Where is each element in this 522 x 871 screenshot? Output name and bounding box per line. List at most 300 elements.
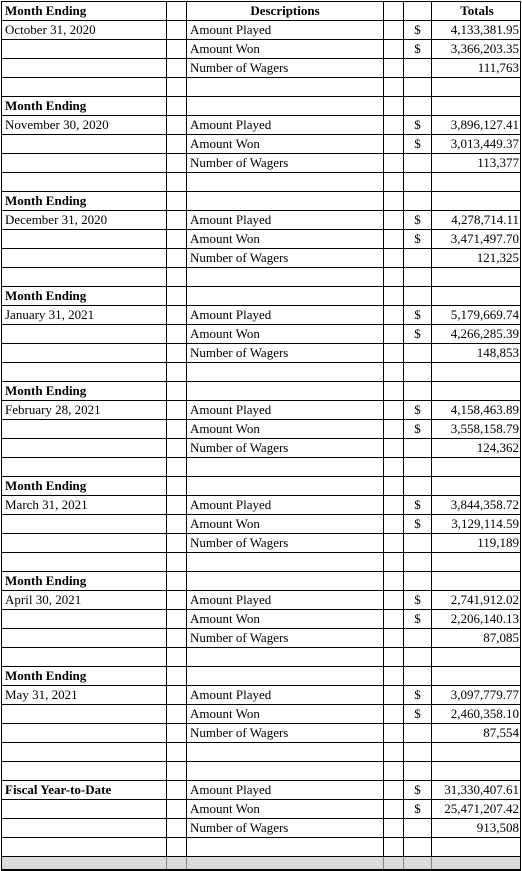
number-of-wagers-label: Number of Wagers bbox=[187, 59, 384, 77]
amount-won-value: 3,129,114.59 bbox=[451, 516, 519, 531]
number-of-wagers-label: Number of Wagers bbox=[187, 249, 384, 267]
spacer-cell bbox=[167, 496, 187, 514]
amount-played-value: 2,741,912.02 bbox=[450, 592, 519, 607]
empty-cell bbox=[384, 553, 404, 571]
table-row bbox=[2, 591, 520, 610]
month-date: May 31, 2021 bbox=[2, 686, 167, 704]
empty-cell bbox=[187, 762, 384, 780]
amount-played-value: 3,844,358.72 bbox=[450, 497, 519, 512]
spacer-cell bbox=[167, 249, 187, 267]
empty-cell bbox=[187, 743, 384, 761]
spacer-cell bbox=[167, 515, 187, 533]
empty-cell bbox=[384, 648, 404, 666]
spacer-cell bbox=[167, 154, 187, 172]
spacer-cell bbox=[167, 97, 187, 115]
empty-cell bbox=[2, 363, 167, 381]
amount-won-value: 2,206,140.13 bbox=[450, 611, 519, 626]
empty-cell bbox=[404, 743, 432, 761]
spacer-cell bbox=[384, 610, 404, 628]
spacer-cell bbox=[167, 192, 187, 210]
spacer-cell bbox=[384, 686, 404, 704]
spacer-cell bbox=[384, 116, 404, 134]
blank-row bbox=[2, 268, 520, 287]
month-column-header: Month Ending bbox=[2, 2, 167, 20]
spacer-cell bbox=[167, 819, 187, 837]
fiscal-ytd-label: Fiscal Year-to-Date bbox=[2, 781, 167, 799]
table-row bbox=[2, 705, 520, 724]
currency-cell bbox=[404, 572, 432, 590]
currency-cell: $ bbox=[404, 135, 432, 153]
amount-won-value: 4,266,285.39 bbox=[450, 326, 519, 341]
spacer-cell bbox=[167, 667, 187, 685]
currency-cell: $ bbox=[404, 420, 432, 438]
number-of-wagers-value: 111,763 bbox=[477, 60, 519, 75]
currency-cell bbox=[404, 382, 432, 400]
spacer-cell bbox=[384, 40, 404, 58]
currency-cell bbox=[404, 192, 432, 210]
currency-cell: $ bbox=[404, 40, 432, 58]
spacer-cell bbox=[384, 724, 404, 742]
number-of-wagers-label: Number of Wagers bbox=[187, 629, 384, 647]
empty-cell bbox=[187, 458, 384, 476]
spacer-cell bbox=[384, 325, 404, 343]
month-date: April 30, 2021 bbox=[2, 591, 167, 609]
month-ending-heading: Month Ending bbox=[2, 97, 167, 115]
amount-played-value: 3,097,779.77 bbox=[450, 687, 519, 702]
amount-won-label: Amount Won bbox=[187, 135, 384, 153]
table-row bbox=[2, 477, 520, 496]
spacer-cell bbox=[167, 287, 187, 305]
currency-cell bbox=[404, 439, 432, 457]
spacer-cell bbox=[384, 496, 404, 514]
empty-cell bbox=[2, 743, 167, 761]
blank-row bbox=[2, 838, 520, 857]
spacer-cell bbox=[167, 135, 187, 153]
spacer-cell bbox=[167, 610, 187, 628]
empty-cell bbox=[187, 192, 384, 210]
empty-cell bbox=[404, 553, 432, 571]
currency-cell: $ bbox=[404, 230, 432, 248]
amount-won-label: Amount Won bbox=[187, 420, 384, 438]
blank-row bbox=[2, 173, 520, 192]
empty-cell bbox=[432, 268, 522, 286]
month-date: December 31, 2020 bbox=[2, 211, 167, 229]
amount-won-label: Amount Won bbox=[187, 515, 384, 533]
table-row bbox=[2, 135, 520, 154]
empty-cell bbox=[2, 268, 167, 286]
table-row bbox=[2, 781, 520, 800]
spacer-cell bbox=[384, 21, 404, 39]
spacer-cell bbox=[167, 800, 187, 818]
currency-cell: $ bbox=[404, 781, 432, 799]
blank-row bbox=[2, 762, 520, 781]
currency-cell: $ bbox=[404, 686, 432, 704]
currency-cell: $ bbox=[404, 515, 432, 533]
empty-cell bbox=[167, 458, 187, 476]
amount-played-value: 4,158,463.89 bbox=[450, 402, 519, 417]
month-ending-heading: Month Ending bbox=[2, 287, 167, 305]
empty-cell bbox=[432, 572, 522, 590]
blank-row bbox=[2, 648, 520, 667]
empty-cell bbox=[187, 667, 384, 685]
number-of-wagers-label: Number of Wagers bbox=[187, 724, 384, 742]
spacer-cell bbox=[384, 572, 404, 590]
empty-cell bbox=[167, 173, 187, 191]
empty-cell bbox=[432, 648, 522, 666]
spacer-cell bbox=[167, 705, 187, 723]
empty-cell bbox=[432, 762, 522, 780]
currency-cell bbox=[404, 154, 432, 172]
table-header-row bbox=[2, 2, 520, 21]
empty-cell bbox=[187, 363, 384, 381]
month-date: January 31, 2021 bbox=[2, 306, 167, 324]
table-row bbox=[2, 496, 520, 515]
spacer-cell bbox=[167, 534, 187, 552]
empty-cell bbox=[384, 268, 404, 286]
empty-cell bbox=[187, 173, 384, 191]
amount-won-value: 3,471,497.70 bbox=[450, 231, 519, 246]
table-row bbox=[2, 325, 520, 344]
table-row bbox=[2, 401, 520, 420]
currency-cell: $ bbox=[404, 211, 432, 229]
amount-won-label: Amount Won bbox=[187, 610, 384, 628]
amount-played-label: Amount Played bbox=[187, 211, 384, 229]
empty-cell bbox=[2, 705, 167, 723]
spacer-cell bbox=[384, 667, 404, 685]
number-of-wagers-label: Number of Wagers bbox=[187, 819, 384, 837]
table-row bbox=[2, 211, 520, 230]
currency-cell: $ bbox=[404, 496, 432, 514]
table-row bbox=[2, 515, 520, 534]
empty-cell bbox=[187, 553, 384, 571]
empty-cell bbox=[2, 135, 167, 153]
empty-cell bbox=[432, 553, 522, 571]
month-date: February 28, 2021 bbox=[2, 401, 167, 419]
spacer-cell bbox=[384, 382, 404, 400]
currency-cell bbox=[404, 287, 432, 305]
currency-cell bbox=[404, 629, 432, 647]
currency-cell: $ bbox=[404, 325, 432, 343]
amount-played-label: Amount Played bbox=[187, 591, 384, 609]
empty-cell bbox=[2, 40, 167, 58]
month-date: October 31, 2020 bbox=[2, 21, 167, 39]
table-row bbox=[2, 230, 520, 249]
number-of-wagers-label: Number of Wagers bbox=[187, 439, 384, 457]
currency-cell bbox=[404, 249, 432, 267]
number-of-wagers-label: Number of Wagers bbox=[187, 154, 384, 172]
empty-cell bbox=[187, 97, 384, 115]
empty-cell bbox=[187, 382, 384, 400]
table-row bbox=[2, 610, 520, 629]
table-row bbox=[2, 667, 520, 686]
empty-cell bbox=[2, 154, 167, 172]
empty-cell bbox=[187, 287, 384, 305]
empty-cell bbox=[167, 648, 187, 666]
empty-cell bbox=[167, 762, 187, 780]
spacer-cell bbox=[167, 420, 187, 438]
empty-cell bbox=[384, 743, 404, 761]
currency-cell bbox=[404, 97, 432, 115]
spacer-cell bbox=[384, 230, 404, 248]
spacer-cell bbox=[384, 629, 404, 647]
empty-cell bbox=[432, 97, 522, 115]
month-ending-heading: Month Ending bbox=[2, 477, 167, 495]
empty-cell bbox=[2, 458, 167, 476]
empty-cell bbox=[432, 477, 522, 495]
amount-played-label: Amount Played bbox=[187, 686, 384, 704]
currency-cell: $ bbox=[404, 800, 432, 818]
spacer-cell bbox=[384, 515, 404, 533]
spacer-cell bbox=[167, 401, 187, 419]
empty-cell bbox=[167, 743, 187, 761]
empty-cell bbox=[187, 268, 384, 286]
amount-won-value: 25,471,207.42 bbox=[444, 801, 519, 816]
empty-cell bbox=[2, 325, 167, 343]
empty-cell bbox=[2, 420, 167, 438]
spacer-cell bbox=[384, 287, 404, 305]
spacer-cell bbox=[384, 439, 404, 457]
number-of-wagers-value: 87,085 bbox=[483, 630, 519, 645]
amount-played-label: Amount Played bbox=[187, 496, 384, 514]
spacer-cell bbox=[167, 21, 187, 39]
spacer-cell bbox=[384, 306, 404, 324]
currency-cell: $ bbox=[404, 306, 432, 324]
amount-played-value: 4,278,714.11 bbox=[451, 212, 519, 227]
table-row bbox=[2, 572, 520, 591]
amount-played-value: 31,330,407.61 bbox=[444, 782, 519, 797]
table-row bbox=[2, 154, 520, 173]
amount-played-label: Amount Played bbox=[187, 306, 384, 324]
amount-won-label: Amount Won bbox=[187, 325, 384, 343]
empty-cell bbox=[2, 173, 167, 191]
amount-played-label: Amount Played bbox=[187, 21, 384, 39]
empty-cell bbox=[404, 762, 432, 780]
currency-cell: $ bbox=[404, 705, 432, 723]
currency-cell bbox=[404, 819, 432, 837]
spacer-cell bbox=[167, 439, 187, 457]
table-row bbox=[2, 116, 520, 135]
empty-cell bbox=[2, 59, 167, 77]
amount-won-value: 3,366,203.35 bbox=[450, 41, 519, 56]
empty-cell bbox=[2, 724, 167, 742]
amount-played-label: Amount Played bbox=[187, 781, 384, 799]
currency-cell bbox=[404, 534, 432, 552]
empty-cell bbox=[187, 477, 384, 495]
spacer-cell bbox=[384, 591, 404, 609]
table-row bbox=[2, 306, 520, 325]
spacer-cell bbox=[384, 781, 404, 799]
currency-cell bbox=[404, 724, 432, 742]
spacer-cell bbox=[167, 325, 187, 343]
table-row bbox=[2, 629, 520, 648]
spacer-cell bbox=[167, 211, 187, 229]
amount-won-value: 3,013,449.37 bbox=[450, 136, 519, 151]
month-ending-heading: Month Ending bbox=[2, 192, 167, 210]
blank-row bbox=[2, 458, 520, 477]
month-date: March 31, 2021 bbox=[2, 496, 167, 514]
empty-cell bbox=[404, 363, 432, 381]
spacer-cell bbox=[167, 344, 187, 362]
currency-cell: $ bbox=[404, 610, 432, 628]
table-row bbox=[2, 40, 520, 59]
month-ending-heading: Month Ending bbox=[2, 572, 167, 590]
empty-cell bbox=[2, 249, 167, 267]
empty-cell bbox=[2, 629, 167, 647]
blank-row bbox=[2, 553, 520, 572]
currency-cell: $ bbox=[404, 116, 432, 134]
table-row bbox=[2, 534, 520, 553]
table-row bbox=[2, 249, 520, 268]
month-ending-heading: Month Ending bbox=[2, 667, 167, 685]
spacer-cell bbox=[167, 629, 187, 647]
spacer-cell bbox=[167, 781, 187, 799]
totals-column-header: Totals bbox=[460, 3, 494, 18]
empty-cell bbox=[167, 553, 187, 571]
currency-cell bbox=[404, 667, 432, 685]
number-of-wagers-label: Number of Wagers bbox=[187, 344, 384, 362]
empty-cell bbox=[167, 268, 187, 286]
table-row bbox=[2, 724, 520, 743]
blank-row bbox=[2, 78, 520, 97]
empty-cell bbox=[432, 192, 522, 210]
blank-row bbox=[2, 743, 520, 762]
spacer-cell bbox=[384, 819, 404, 837]
currency-cell: $ bbox=[404, 401, 432, 419]
number-of-wagers-value: 148,853 bbox=[476, 345, 519, 360]
amount-won-value: 3,558,158.79 bbox=[450, 421, 519, 436]
spacer-cell bbox=[167, 116, 187, 134]
spacer-cell bbox=[384, 97, 404, 115]
spacer-cell bbox=[167, 477, 187, 495]
amount-won-value: 2,460,358.10 bbox=[450, 706, 519, 721]
empty-cell bbox=[432, 287, 522, 305]
table-row bbox=[2, 439, 520, 458]
spacer-cell bbox=[384, 2, 404, 20]
spacer-cell bbox=[384, 344, 404, 362]
empty-cell bbox=[432, 363, 522, 381]
empty-cell bbox=[404, 173, 432, 191]
empty-cell bbox=[167, 363, 187, 381]
currency-cell bbox=[404, 59, 432, 77]
number-of-wagers-value: 121,325 bbox=[476, 250, 519, 265]
table-row bbox=[2, 192, 520, 211]
empty-cell bbox=[404, 458, 432, 476]
empty-cell bbox=[432, 743, 522, 761]
spacer-cell bbox=[167, 40, 187, 58]
number-of-wagers-value: 124,362 bbox=[476, 440, 519, 455]
empty-cell bbox=[2, 553, 167, 571]
spacer-cell bbox=[384, 154, 404, 172]
wager-report-table bbox=[1, 1, 521, 871]
amount-won-label: Amount Won bbox=[187, 800, 384, 818]
spacer-cell bbox=[384, 705, 404, 723]
spacer-cell bbox=[167, 306, 187, 324]
spacer-cell bbox=[384, 211, 404, 229]
descriptions-column-header: Descriptions bbox=[187, 2, 384, 20]
currency-cell: $ bbox=[404, 591, 432, 609]
empty-cell bbox=[2, 515, 167, 533]
table-row bbox=[2, 420, 520, 439]
amount-played-label: Amount Played bbox=[187, 401, 384, 419]
empty-cell bbox=[2, 800, 167, 818]
table-row bbox=[2, 287, 520, 306]
empty-cell bbox=[404, 648, 432, 666]
number-of-wagers-value: 119,189 bbox=[477, 535, 519, 550]
empty-cell bbox=[187, 648, 384, 666]
number-of-wagers-label: Number of Wagers bbox=[187, 534, 384, 552]
empty-cell bbox=[432, 667, 522, 685]
table-row bbox=[2, 686, 520, 705]
spacer-cell bbox=[384, 59, 404, 77]
amount-won-label: Amount Won bbox=[187, 705, 384, 723]
empty-cell bbox=[2, 534, 167, 552]
month-ending-heading: Month Ending bbox=[2, 382, 167, 400]
spacer-cell bbox=[167, 59, 187, 77]
currency-cell bbox=[404, 344, 432, 362]
empty-cell bbox=[432, 173, 522, 191]
table-row bbox=[2, 344, 520, 363]
empty-cell bbox=[187, 572, 384, 590]
table-row bbox=[2, 59, 520, 78]
spacer-cell bbox=[384, 401, 404, 419]
footer-shaded-row bbox=[2, 857, 520, 870]
table-row bbox=[2, 97, 520, 116]
spacer-cell bbox=[384, 249, 404, 267]
blank-row bbox=[2, 363, 520, 382]
amount-played-value: 4,133,381.95 bbox=[450, 22, 519, 37]
empty-cell bbox=[432, 382, 522, 400]
empty-cell bbox=[2, 230, 167, 248]
number-of-wagers-value: 87,554 bbox=[483, 725, 519, 740]
spacer-cell bbox=[167, 230, 187, 248]
spacer-cell bbox=[167, 572, 187, 590]
empty-cell bbox=[404, 268, 432, 286]
currency-cell: $ bbox=[404, 21, 432, 39]
empty-cell bbox=[2, 819, 167, 837]
empty-cell bbox=[384, 363, 404, 381]
spacer-cell bbox=[167, 591, 187, 609]
spacer-cell bbox=[167, 686, 187, 704]
amount-won-label: Amount Won bbox=[187, 230, 384, 248]
empty-cell bbox=[2, 762, 167, 780]
amount-played-value: 3,896,127.41 bbox=[450, 117, 519, 132]
empty-cell bbox=[384, 173, 404, 191]
number-of-wagers-value: 913,508 bbox=[476, 820, 519, 835]
spacer-cell bbox=[167, 382, 187, 400]
empty-cell bbox=[2, 439, 167, 457]
empty-cell bbox=[384, 762, 404, 780]
spacer-cell bbox=[384, 420, 404, 438]
empty-cell bbox=[2, 648, 167, 666]
spacer-cell bbox=[384, 135, 404, 153]
spacer-cell bbox=[384, 192, 404, 210]
spacer-cell bbox=[384, 534, 404, 552]
month-date: November 30, 2020 bbox=[2, 116, 167, 134]
empty-cell bbox=[432, 458, 522, 476]
currency-cell bbox=[404, 477, 432, 495]
table-row bbox=[2, 819, 520, 838]
spacer-cell bbox=[384, 477, 404, 495]
empty-cell bbox=[384, 458, 404, 476]
empty-cell bbox=[2, 344, 167, 362]
amount-played-value: 5,179,669.74 bbox=[450, 307, 519, 322]
table-row bbox=[2, 21, 520, 40]
empty-cell bbox=[2, 610, 167, 628]
amount-played-label: Amount Played bbox=[187, 116, 384, 134]
spacer-cell bbox=[384, 800, 404, 818]
spacer-cell bbox=[167, 724, 187, 742]
table-row bbox=[2, 800, 520, 819]
